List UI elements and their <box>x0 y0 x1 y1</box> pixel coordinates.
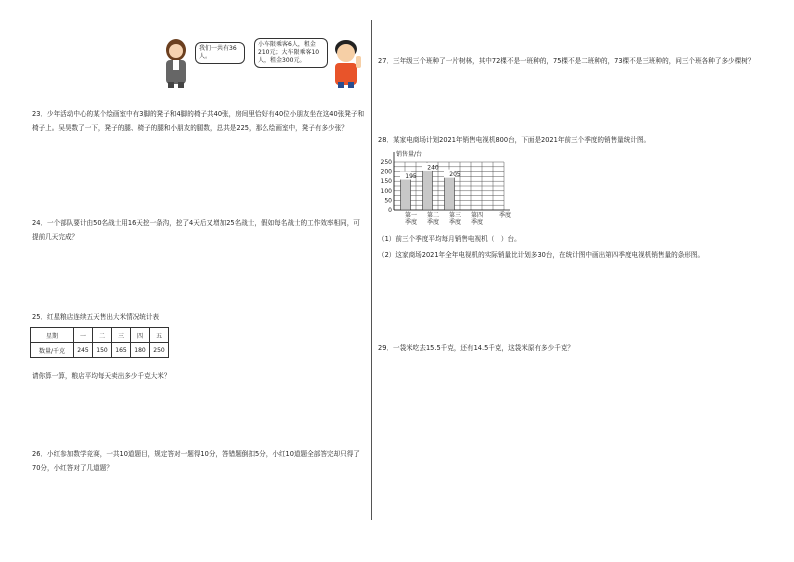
x-tick-label: 季度 <box>448 219 462 226</box>
bar-value-label: 205 <box>449 171 461 179</box>
question-28: 28．某家电商场计划2021年销售电视机800台，下面是2021年前三个季度的销售量统计图。 <box>378 136 651 144</box>
table-cell: 五 <box>150 328 169 343</box>
boy-illustration <box>328 38 364 88</box>
question-28-part2: （2）这家商场2021年全年电视机的实际销量比计划多30台，在统计图中画出第四季度电视机销售量的条形图。 <box>378 251 705 259</box>
sales-table <box>30 327 169 358</box>
column-divider <box>371 20 372 520</box>
table-row <box>31 343 169 358</box>
girl-speech-bubble: 我们一共有36人。 <box>195 42 245 64</box>
x-tick-label: 第四 <box>470 212 484 219</box>
x-axis-label: 季度 <box>498 212 512 219</box>
y-tick-label: 150 <box>380 178 392 186</box>
table-row <box>31 328 169 343</box>
x-tick-label: 第二 <box>426 212 440 219</box>
table-cell: 数量/千克 <box>31 343 74 358</box>
question-29: 29．一袋米吃去15.5千克，还有14.5千克，这袋米原有多少千克？ <box>378 344 575 352</box>
boy-speech-bubble: 小车限乘客6人，租金210元；大车限乘客10人，租金300元。 <box>254 38 328 68</box>
question-27: 27．三年级三个班种了一片树林，其中72棵不是一班种的，75棵不是二班种的，73棵不是三班种的，问三个班各种了多少棵树？ <box>378 57 755 65</box>
y-tick-label: 250 <box>380 159 392 166</box>
x-tick-label: 季度 <box>470 219 484 226</box>
table-cell: 四 <box>131 328 150 343</box>
y-tick-label: 50 <box>384 197 392 205</box>
question-25-title: 25．红星粮店连续五天售出大米情况统计表 <box>32 313 160 321</box>
table-cell: 三 <box>112 328 131 343</box>
question-28-part1: （1）前三个季度平均每月销售电视机（ ）台。 <box>378 235 521 243</box>
x-tick-label: 季度 <box>426 219 440 226</box>
x-tick-label: 季度 <box>404 219 418 226</box>
girl-illustration <box>160 38 192 88</box>
y-tick-label: 200 <box>380 168 392 176</box>
bar-value-label: 240 <box>427 164 439 172</box>
y-tick-label: 0 <box>388 207 392 214</box>
table-cell: 180 <box>131 343 150 358</box>
table-cell: 245 <box>74 343 93 358</box>
table-cell: 250 <box>150 343 169 358</box>
y-tick-label: 100 <box>380 187 392 195</box>
bar-value-label: 195 <box>405 173 417 181</box>
table-cell: 一 <box>74 328 93 343</box>
sales-bar-chart <box>376 148 526 234</box>
question-23: 23．少年活动中心的某个绘画室中有3脚的凳子和4脚的椅子共40张，房间里恰好有40位小朋友坐在这40张凳子和椅子上。吴昊数了一下，凳子的腿、椅子的腿和小朋友的腿数，总共是225，那么绘画室中，凳子有多少张？ <box>32 110 365 132</box>
table-cell: 星期 <box>31 328 74 343</box>
question-25-ask: 请你算一算，粮店平均每天卖出多少千克大米？ <box>32 372 171 380</box>
question-26: 26．小红参加数学竞赛，一共10道题目，规定答对一题得10分，答错题倒扣5分，小红10道题全部答完却只得了70分，小红答对了几道题？ <box>32 450 360 472</box>
x-tick-label: 第一 <box>404 212 418 219</box>
x-tick-label: 第三 <box>448 212 462 219</box>
table-cell: 165 <box>112 343 131 358</box>
table-cell: 150 <box>93 343 112 358</box>
table-cell: 二 <box>93 328 112 343</box>
question-24: 24．一个部队要计由50名战士用16天挖一条沟，挖了4天后又增加25名战士，假如每名战士的工作效率相同，可提前几天完成？ <box>32 219 360 241</box>
y-axis-label: 销售量/台 <box>396 151 423 158</box>
